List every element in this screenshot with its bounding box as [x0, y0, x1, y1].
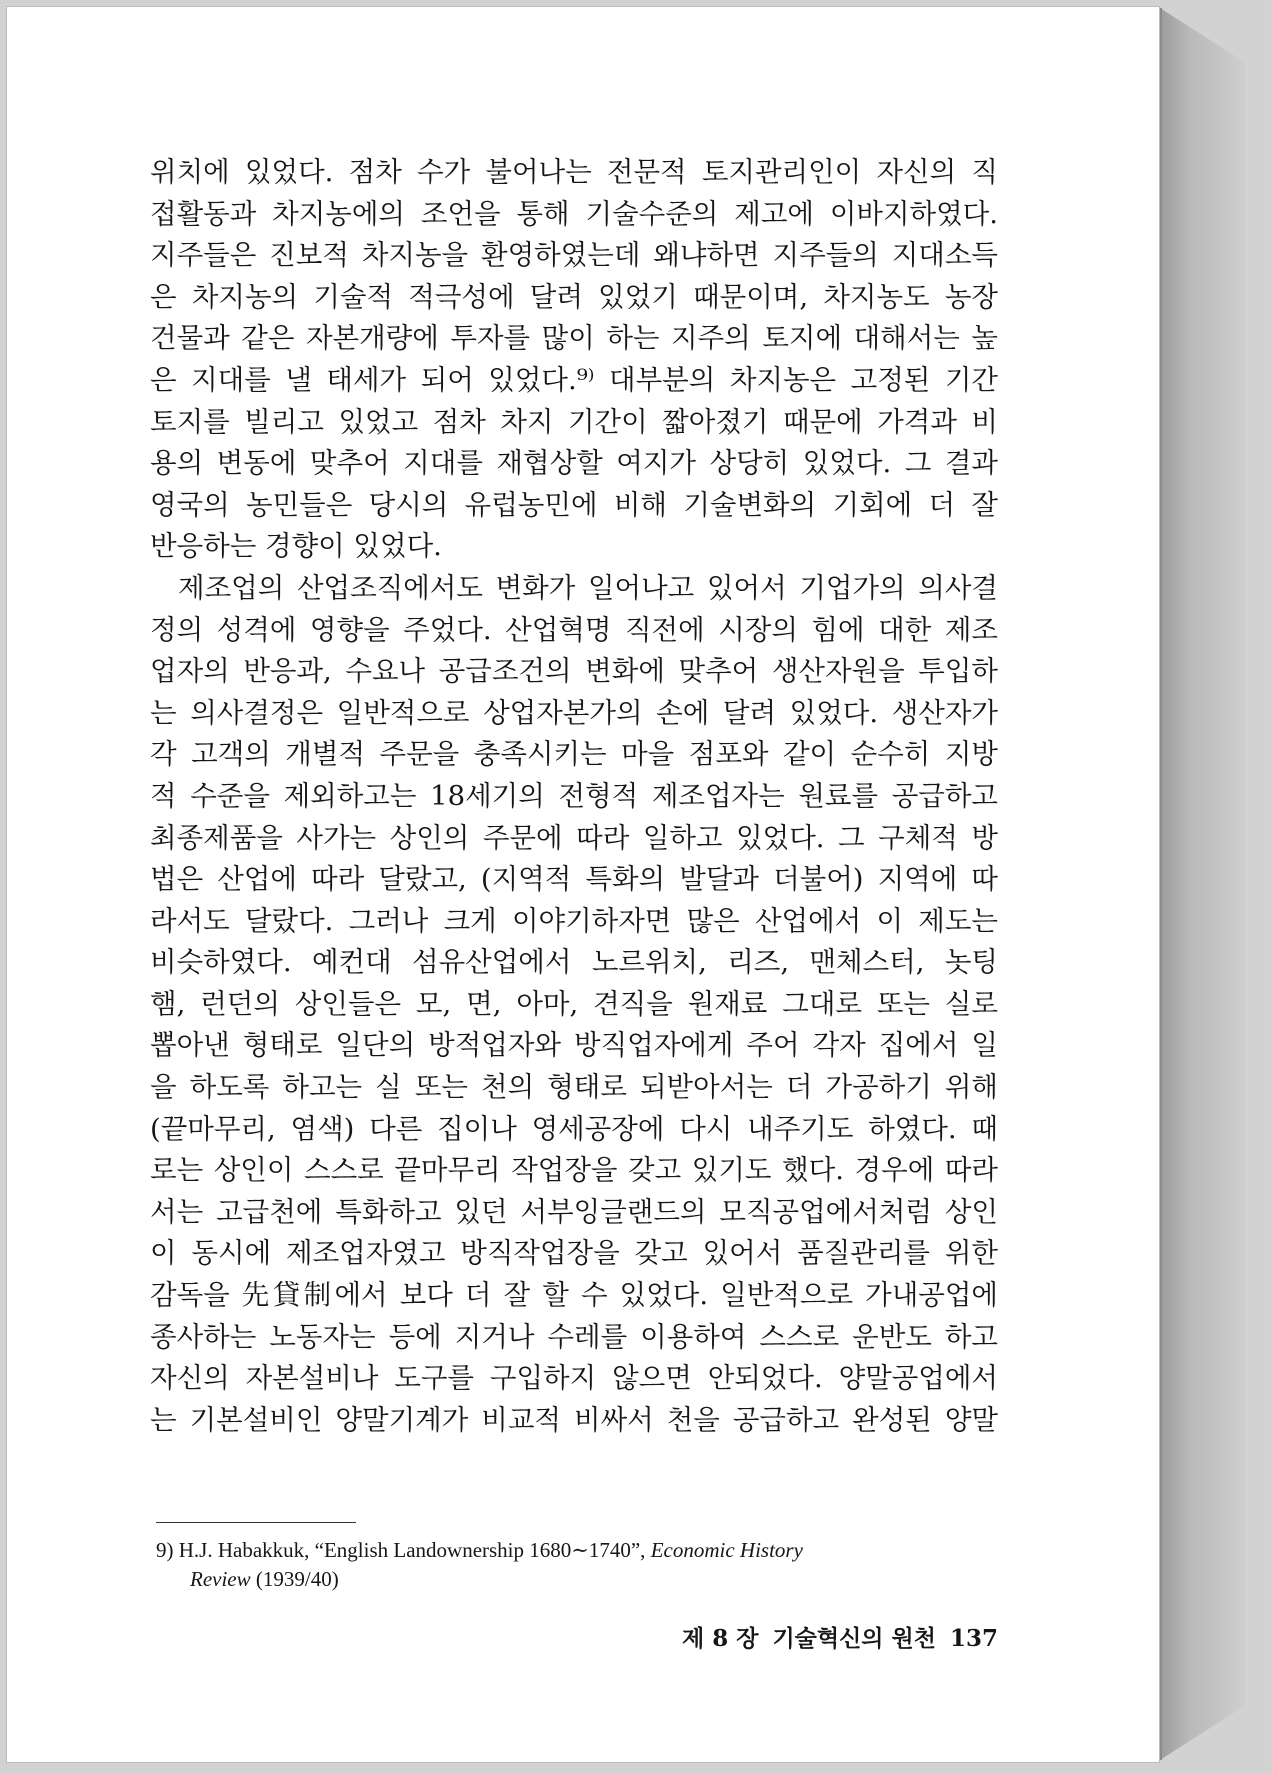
body-text: [150, 152, 998, 1441]
text-line: 각 고객의 개별적 주문을 충족시키는 마을 점포와 같이 순수히 지방: [150, 738, 998, 771]
page-edge-line: [1160, 8, 1162, 1760]
text-line: 로는 상인이 스스로 끝마무리 작업장을 갖고 있기도 했다. 경우에 따라: [150, 1154, 998, 1187]
text-line: 서는 고급천에 특화하고 있던 서부잉글랜드의 모직공업에서처럼 상인: [150, 1195, 998, 1228]
footnote-citation: 9) H.J. Habakkuk, “English Landownership 1680∼1740”,: [156, 1538, 651, 1562]
chapter-number: 제 8 장: [681, 1625, 759, 1652]
footnote-line: [156, 1536, 998, 1565]
text-line: 라서도 달랐다. 그러나 크게 이야기하자면 많은 산업에서 이 제도는: [150, 904, 998, 937]
footnote-year: (1939/40): [250, 1567, 339, 1591]
chapter-title: 기술혁신의 원천: [772, 1625, 936, 1652]
text-line: 영국의 농민들은 당시의 유럽농민에 비해 기술변화의 기회에 더 잘: [150, 488, 998, 521]
text-line: 건물과 같은 자본개량에 투자를 많이 하는 지주의 토지에 대해서는 높: [150, 322, 998, 355]
text-line: (끝마무리, 염색) 다른 집이나 영세공장에 다시 내주기도 하였다. 때: [150, 1112, 998, 1145]
text-line: 지주들은 진보적 차지농을 환영하였는데 왜냐하면 지주들의 지대소득: [150, 239, 998, 272]
text-line: 정의 성격에 영향을 주었다. 산업혁명 직전에 시장의 힘에 대한 제조: [150, 613, 998, 646]
text-line: 업자의 반응과, 수요나 공급조건의 변화에 맞추어 생산자원을 투입하: [150, 655, 998, 688]
text-line: 은 차지농의 기술적 적극성에 달려 있었기 때문이며, 차지농도 농장: [150, 280, 998, 313]
footnote-rule: [156, 1522, 356, 1523]
text-line: 은 지대를 낼 태세가 되어 있었다.⁹⁾ 대부분의 차지농은 고정된 기간: [150, 363, 998, 396]
page-number: 137: [949, 1625, 998, 1652]
text-line: 최종제품을 사가는 상인의 주문에 따라 일하고 있었다. 그 구체적 방: [150, 821, 998, 854]
text-line: 을 하도록 하고는 실 또는 천의 형태로 되받아서는 더 가공하기 위해: [150, 1071, 998, 1104]
text-line: 접활동과 차지농에의 조언을 통해 기술수준의 제고에 이바지하였다.: [150, 197, 998, 230]
text-line: 이 동시에 제조업자였고 방직작업장을 갖고 있어서 품질관리를 위한: [150, 1237, 998, 1270]
book-page-edge: [1160, 8, 1246, 1760]
text-line: 토지를 빌리고 있었고 점차 차지 기간이 짧아졌기 때문에 가격과 비: [150, 405, 998, 438]
text-line-paragraph-start: 제조업의 산업조직에서도 변화가 일어나고 있어서 기업가의 의사결: [178, 571, 998, 604]
text-line: 뽑아낸 형태로 일단의 방적업자와 방직업자에게 주어 각자 집에서 일: [150, 1029, 998, 1062]
text-line: 종사하는 노동자는 등에 지거나 수레를 이용하여 스스로 운반도 하고: [150, 1320, 998, 1353]
text-line: 반응하는 경향이 있었다.: [150, 530, 442, 563]
text-line: 적 수준을 제외하고는 18세기의 전형적 제조업자는 원료를 공급하고: [150, 779, 998, 812]
text-line: 자신의 자본설비나 도구를 구입하지 않으면 안되었다. 양말공업에서: [150, 1362, 998, 1395]
footnote-journal-title-cont: Review: [190, 1567, 251, 1591]
text-line: 는 의사결정은 일반적으로 상업자본가의 손에 달려 있었다. 생산자가: [150, 696, 998, 729]
footnote-journal-title: Economic History: [650, 1538, 803, 1562]
text-line: 는 기본설비인 양말기계가 비교적 비싸서 천을 공급하고 완성된 양말: [150, 1403, 998, 1436]
text-line: 햄, 런던의 상인들은 모, 면, 아마, 견직을 원재료 그대로 또는 실로: [150, 987, 998, 1020]
text-line: 비슷하였다. 예컨대 섬유산업에서 노르위치, 리즈, 맨체스터, 놋팅: [150, 946, 998, 979]
text-line: 감독을 先貸制에서 보다 더 잘 할 수 있었다. 일반적으로 가내공업에: [150, 1279, 998, 1312]
text-line: 법은 산업에 따라 달랐고, (지역적 특화의 발달과 더불어) 지역에 따: [150, 863, 998, 896]
footnote-line: [156, 1565, 998, 1594]
text-line: 위치에 있었다. 점차 수가 불어나는 전문적 토지관리인이 자신의 직: [150, 156, 998, 188]
text-line: 용의 변동에 맞추어 지대를 재협상할 여지가 상당히 있었다. 그 결과: [150, 447, 998, 480]
footnote: [156, 1536, 998, 1594]
running-footer: [620, 1620, 998, 1653]
